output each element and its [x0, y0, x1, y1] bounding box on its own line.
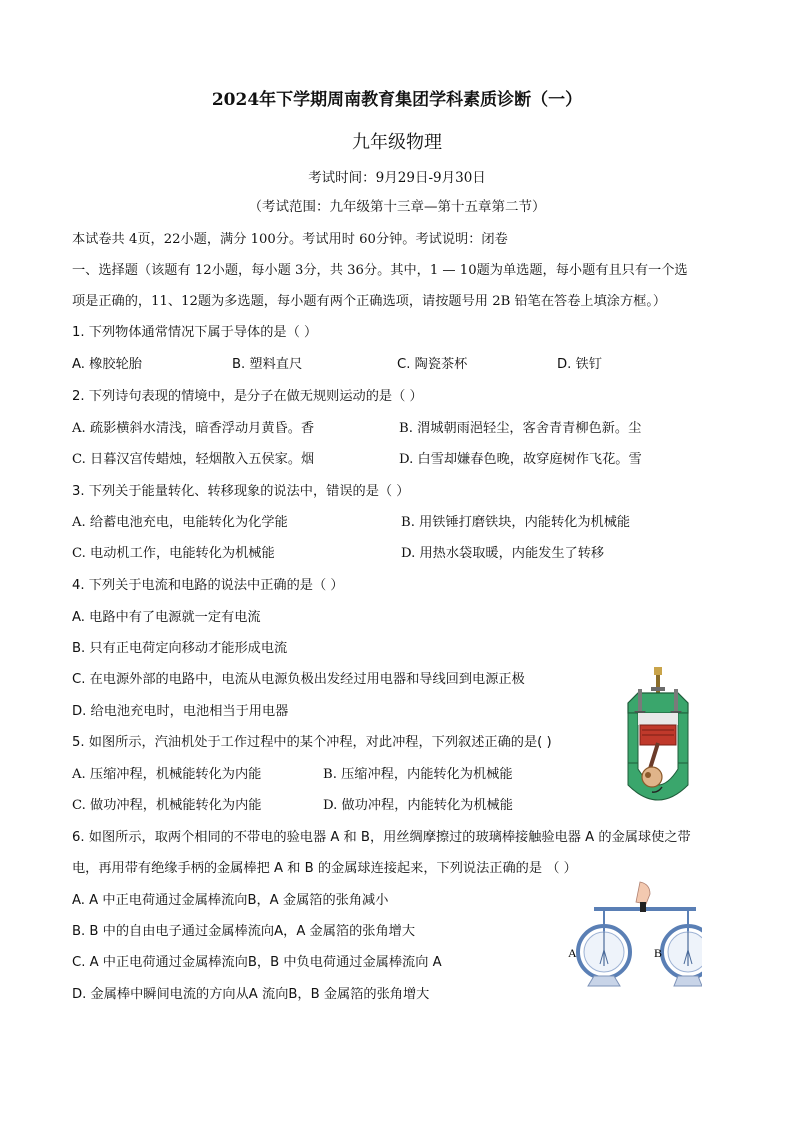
- question-3-option-b: B. 用铁锤打磨铁块，内能转化为机械能: [401, 515, 631, 530]
- question-1-stem: 1. 下列物体通常情况下属于导体的是（ ）: [72, 325, 318, 340]
- question-6-option-a: A. A 中正电荷通过金属棒流向B，A 金属箔的张角减小: [72, 893, 389, 908]
- question-3-option-c: C. 电动机工作，电能转化为机械能: [72, 546, 275, 561]
- question-4-option-b: B. 只有正电荷定向移动才能形成电流: [72, 641, 288, 656]
- question-3-option-a: A. 给蓄电池充电，电能转化为化学能: [72, 515, 288, 530]
- question-2-stem: 2. 下列诗句表现的情境中，是分子在做无规则运动的是（ ）: [72, 389, 423, 404]
- exam-scope: （考试范围：九年级第十三章—第十五章第二节）: [248, 199, 546, 215]
- exam-title: 2024年下学期周南教育集团学科素质诊断（一）: [211, 90, 583, 110]
- question-2-option-b: B. 渭城朝雨浥轻尘，客舍青青柳色新。尘: [399, 421, 642, 436]
- question-1-option-a: A. 橡胶轮胎: [72, 357, 142, 372]
- question-2-option-d: D. 白雪却嫌春色晚，故穿庭树作飞花。雪: [399, 452, 642, 467]
- engine-stroke-figure: [618, 665, 700, 805]
- question-4-stem: 4. 下列关于电流和电路的说法中正确的是（ ）: [72, 578, 344, 593]
- question-4-option-a: A. 电路中有了电源就一定有电流: [72, 610, 261, 625]
- question-5-option-a: A. 压缩冲程，机械能转化为内能: [72, 767, 262, 782]
- question-5-stem: 5. 如图所示，汽油机处于工作过程中的某个冲程，对此冲程，下列叙述正确的是( ): [72, 735, 552, 750]
- question-6-stem-line1: 6. 如图所示，取两个相同的不带电的验电器 A 和 B，用丝绸摩擦过的玻璃棒接触验电器 A 的金属球使之带: [72, 830, 691, 845]
- question-1-option-c: C. 陶瓷茶杯: [397, 357, 468, 372]
- section-instructions-line1: 一、选择题（该题有 12小题，每小题 3分，共 36分。其中，1 — 10题为单选题，每小题有且只有一个选: [72, 263, 688, 278]
- exam-time: 考试时间：9月29日-9月30日: [308, 170, 486, 186]
- question-5-option-d: D. 做功冲程，内能转化为机械能: [323, 798, 513, 813]
- question-1-option-b: B. 塑料直尺: [232, 357, 303, 372]
- exam-subject: 九年级物理: [352, 132, 442, 153]
- electroscope-a-label: A: [568, 946, 577, 960]
- question-6-option-d: D. 金属棒中瞬间电流的方向从A 流向B，B 金属箔的张角增大: [72, 987, 430, 1002]
- question-5-option-b: B. 压缩冲程，内能转化为机械能: [323, 767, 513, 782]
- question-1-option-d: D. 铁钉: [557, 357, 602, 372]
- electroscope-b-label: B: [654, 946, 663, 960]
- question-3-option-d: D. 用热水袋取暖，内能发生了转移: [401, 546, 605, 561]
- question-2-option-a: A. 疏影横斜水清浅，暗香浮动月黄昏。香: [72, 421, 315, 436]
- question-3-stem: 3. 下列关于能量转化、转移现象的说法中，错误的是（ ）: [72, 484, 410, 499]
- question-4-option-c: C. 在电源外部的电路中，电流从电源负极出发经过用电器和导线回到电源正极: [72, 672, 525, 687]
- question-4-option-d: D. 给电池充电时，电池相当于用电器: [72, 704, 289, 719]
- section-instructions-line2: 项是正确的，11、12题为多选题，每小题有两个正确选项，请按题号用 2B 铅笔在答卷上填涂方框。）: [72, 294, 667, 309]
- question-2-option-c: C. 日暮汉宫传蜡烛，轻烟散入五侯家。烟: [72, 452, 315, 467]
- electroscope-figure: [562, 880, 702, 996]
- exam-intro: 本试卷共 4页，22小题，满分 100分。考试用时 60分钟。考试说明：闭卷: [72, 232, 508, 247]
- question-5-option-c: C. 做功冲程，机械能转化为内能: [72, 798, 262, 813]
- question-6-option-b: B. B 中的自由电子通过金属棒流向A，A 金属箔的张角增大: [72, 924, 416, 939]
- question-6-stem-line2: 电，再用带有绝缘手柄的金属棒把 A 和 B 的金属球连接起来，下列说法正确的是 （ ）: [72, 861, 577, 876]
- question-6-option-c: C. A 中正电荷通过金属棒流向B，B 中负电荷通过金属棒流向 A: [72, 955, 442, 970]
